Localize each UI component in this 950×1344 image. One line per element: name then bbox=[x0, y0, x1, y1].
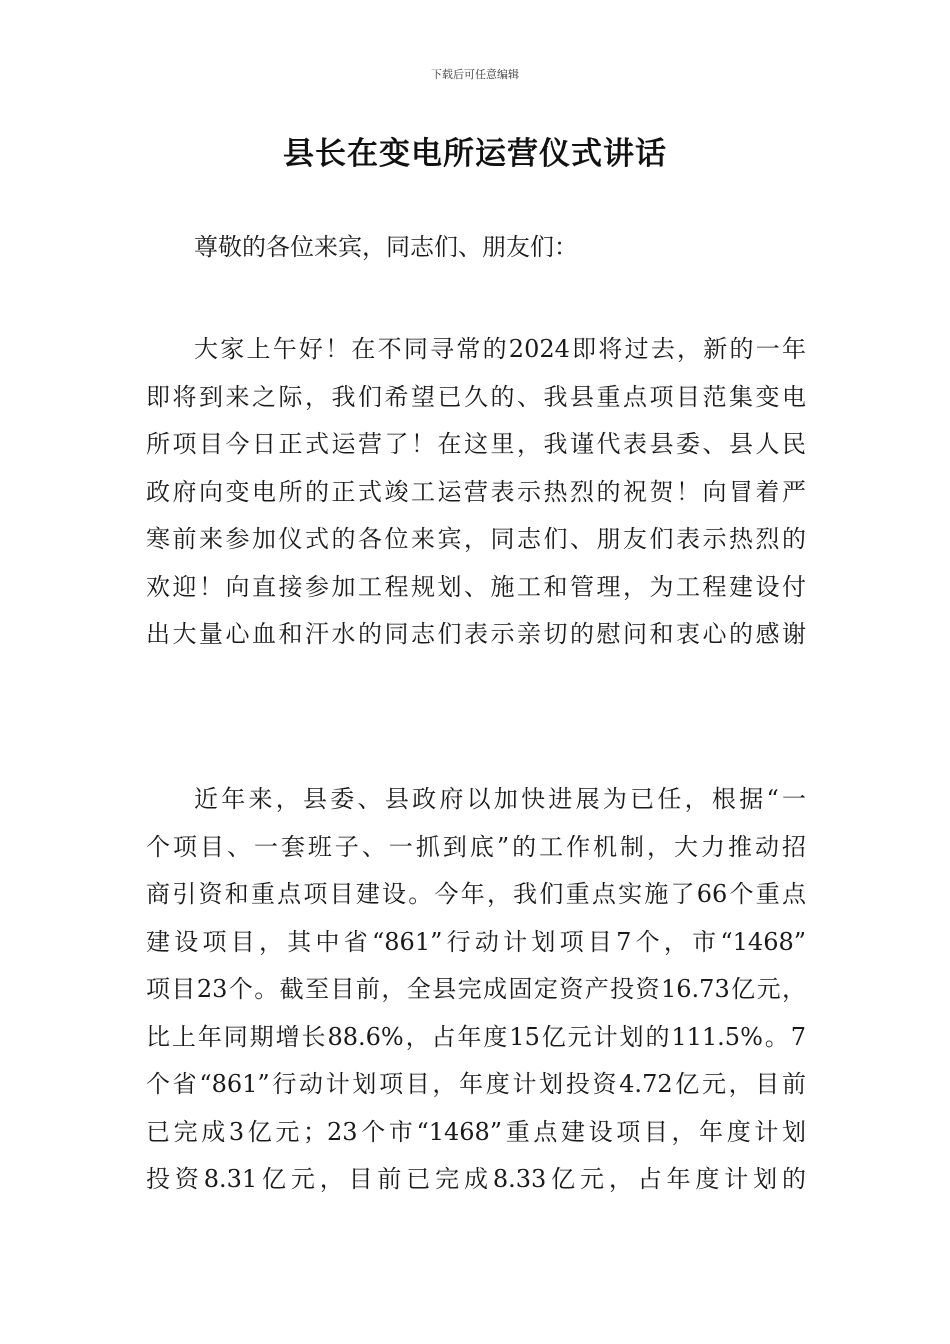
paragraph-line: 建设项目，其中省“861”行动计划项目7个，市“1468” bbox=[146, 927, 806, 956]
header-note: 下载后可任意编辑 bbox=[431, 68, 519, 81]
paragraph-line: 出大量心血和汗水的同志们表示亲切的慰问和衷心的感谢 bbox=[146, 620, 806, 648]
paragraph-line: 已完成3亿元；23个市“1468”重点建设项目，年度计划 bbox=[146, 1117, 806, 1146]
paragraph-line: 所项目今日正式运营了！在这里，我谨代表县委、县人民 bbox=[146, 430, 806, 458]
salutation: 尊敬的各位来宾，同志们、朋友们： bbox=[194, 233, 578, 261]
paragraph-opening bbox=[146, 326, 806, 659]
paragraph-line: 政府向变电所的正式竣工运营表示热烈的祝贺！向冒着严 bbox=[146, 477, 806, 506]
paragraph-line: 商引资和重点项目建设。今年，我们重点实施了66个重点 bbox=[146, 880, 806, 908]
paragraph-line: 大家上午好！在不同寻常的2024即将过去，新的一年 bbox=[194, 335, 806, 363]
paragraph-line: 寒前来参加仪式的各位来宾，同志们、朋友们表示热烈的 bbox=[146, 525, 806, 553]
paragraph-line: 投资8.31亿元，目前已完成8.33亿元，占年度计划的 bbox=[146, 1165, 806, 1193]
paragraph-line: 近年来，县委、县政府以加快进展为已任，根据“一 bbox=[194, 785, 806, 813]
document-title: 县长在变电所运营仪式讲话 bbox=[283, 136, 667, 172]
paragraph-line: 欢迎！向直接参加工程规划、施工和管理，为工程建设付 bbox=[146, 572, 806, 601]
paragraph-line: 比上年同期增长88.6%，占年度15亿元计划的111.5%。7 bbox=[146, 1022, 806, 1051]
paragraph-line: 个项目、一套班子、一抓到底”的工作机制，大力推动招 bbox=[146, 832, 806, 861]
paragraph-investment bbox=[146, 776, 806, 1204]
paragraph-line: 即将到来之际，我们希望已久的、我县重点项目范集变电 bbox=[146, 382, 806, 411]
paragraph-line: 项目23个。截至目前，全县完成固定资产投资16.73亿元， bbox=[146, 975, 806, 1003]
paragraph-line: 个省“861”行动计划项目，年度计划投资4.72亿元，目前 bbox=[146, 1070, 806, 1098]
